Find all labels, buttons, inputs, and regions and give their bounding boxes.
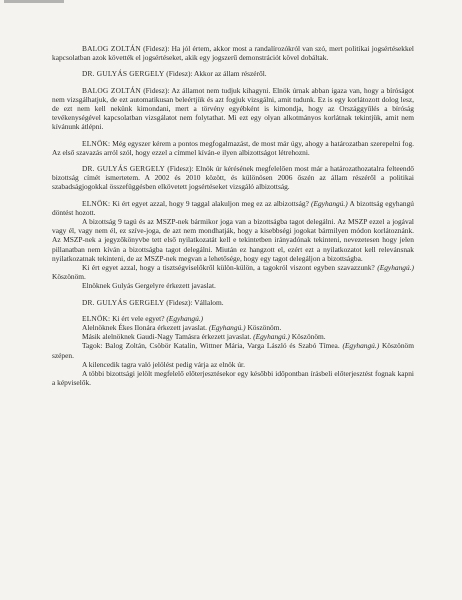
stage-note: (Egyhangú.)	[208, 323, 246, 333]
paragraph-1	[52, 44, 414, 62]
paragraph-9	[52, 281, 414, 290]
speech-text: Alelnöknek Ékes Ilonára érkezett javaslat.	[82, 323, 207, 333]
speech-text: Köszönöm.	[291, 332, 326, 342]
speaker-party: (Fidesz):	[143, 85, 170, 95]
speech-text: A bizottság 9 tagú és az MSZP-nek bármikor joga van a bizottságba tagot delegálni. Az MSZP ezzel a jogával vagy él, vagy nem él, ez szíve-joga, de azt nem mondhatják, hogy a kisebbségi jogokat bármilyen módon korlátoznánk. Az MSZP-nek a jegyzőkönyvbe tett első nyilatkozatát kell e tekintetben irányadónak tekinteni, nevezetesen hogy jelen pillanatban nem kíván a bizottságba tagot delegálni. Miután ez hangzott el, ezért ezt a nyilatkozatot kell relevánsnak nyilatkozatnak tekinteni, de az MSZP-nek megvan a lehetősége, hogy egy tagot delegáljon a bizottságba.	[52, 217, 414, 263]
paragraph-3	[52, 86, 414, 132]
paragraph-16	[52, 369, 414, 387]
paragraph-8	[52, 263, 414, 281]
speaker-party: (Fidesz):	[143, 44, 170, 53]
stage-note: (Egyhangú.)	[342, 341, 380, 351]
speech-text: Még egyszer kérem a pontos megfogalmazást, de most már úgy, ahogy a határozatban szerepelni fog. Az első szavazás arról szól, hogy ezzel a címmel kíván-e ilyen albizottságot létrehozni.	[52, 138, 414, 157]
speaker-name: DR. GULYÁS GERGELY	[82, 164, 166, 174]
speech-text: A kilencedik tagra való jelölést pedig várja az elnök úr.	[82, 359, 245, 369]
paragraph-7	[52, 217, 414, 263]
paragraph-4	[52, 139, 414, 157]
paragraph-11	[52, 314, 414, 323]
paragraph-10	[52, 298, 414, 307]
speaker-name: DR. GULYÁS GERGELY	[82, 69, 165, 79]
speech-text: Vállalom.	[194, 297, 224, 307]
speech-text: Köszönöm.	[247, 323, 282, 333]
paragraph-15	[52, 360, 414, 369]
speaker-name: ELNÖK:	[82, 198, 111, 208]
speech-text: Akkor az állam részéről.	[193, 69, 267, 79]
speech-text: A bizottság egyhangú döntést hozott.	[52, 198, 414, 217]
paragraph-2	[52, 69, 414, 78]
speech-text: Ki ért egyet azzal, hogy a tisztségviselőkről külön-külön, a tagokról viszont egyben szavazzunk?	[82, 263, 375, 273]
stage-note: (Egyhangú.)	[377, 263, 414, 273]
paragraph-13	[52, 332, 414, 341]
speaker-party: (Fidesz):	[167, 164, 194, 174]
speech-text: Ki ért vele egyet?	[112, 313, 165, 323]
speaker-party: (Fidesz):	[166, 69, 193, 79]
speech-text: Másik alelnöknek Gaudi-Nagy Tamásra érkezett javaslat.	[82, 332, 252, 342]
speech-text: Elnök úr kérésének megfelelően most már a határozathozatalra felteendő bizottság címét ismertetem. A 2002 és 2010 között, és különösen 2006 őszén az állam részéről a politikai szabadságjogokkal összefüggésben elkövetett jogsértéseket vizsgáló albizottság.	[52, 164, 414, 192]
stage-note: (Egyhangú.)	[311, 198, 348, 208]
speaker-name: BALOG ZOLTÁN	[82, 85, 141, 95]
speaker-party: (Fidesz):	[166, 297, 193, 307]
speech-text: Köszönöm.	[52, 272, 86, 282]
speech-text: Ki ért egyet azzal, hogy 9 taggal alakuljon meg ez az albizottság?	[112, 198, 309, 208]
speaker-name: ELNÖK:	[82, 313, 111, 323]
paragraph-5	[52, 164, 414, 192]
stage-note: (Egyhangú.)	[253, 332, 290, 342]
speech-text: Elnöknek Gulyás Gergelyre érkezett javaslat.	[82, 281, 216, 291]
speech-text: A többi bizottsági jelölt megfelelő előterjesztésekor egy későbbi időpontban írásbeli előterjesztést fognak kapni a képviselők.	[52, 369, 414, 388]
speaker-name: BALOG ZOLTÁN	[82, 44, 141, 53]
speaker-name: ELNÖK:	[82, 138, 111, 148]
speech-text: Ha jól értem, akkor most a randalírozókról van szó, mert politikai jogsértésekkel kapcsolatban azok követték el jogsértéseket, akik egy jogszerű demonstrációt kövel dobáltak.	[52, 44, 414, 63]
speech-text: Az államot nem tudjuk kihagyni. Elnök úrnak abban igaza van, hogy a bíróságot nem vizsgálhatjuk, de ezt automatikusan beleértjük és azt fogjuk vizsgálni, amit tudunk. Ez is egy korlátozott dolog lesz, de ezt nem kell nekünk kimondani, mert a törvény egyébként is kimondja, hogy az Országgyűlés a bíróság tevékenységével kapcsolatban vizsgálatot nem folytathat. Mi ezt egy olyan alkotmányos korlátnak tekintjük, amit nem kívánunk átlépni.	[52, 85, 414, 132]
stage-note: (Egyhangú.)	[166, 313, 204, 323]
speech-text: Köszönöm szépen.	[52, 341, 414, 360]
paragraph-12	[52, 323, 414, 332]
speech-text: Tagok: Balog Zoltán, Csöbör Katalin, Wittner Mária, Varga László és Szabó Tímea.	[82, 341, 340, 351]
speaker-name: DR. GULYÁS GERGELY	[82, 297, 165, 307]
paragraph-6	[52, 199, 414, 217]
paragraph-14	[52, 341, 414, 359]
